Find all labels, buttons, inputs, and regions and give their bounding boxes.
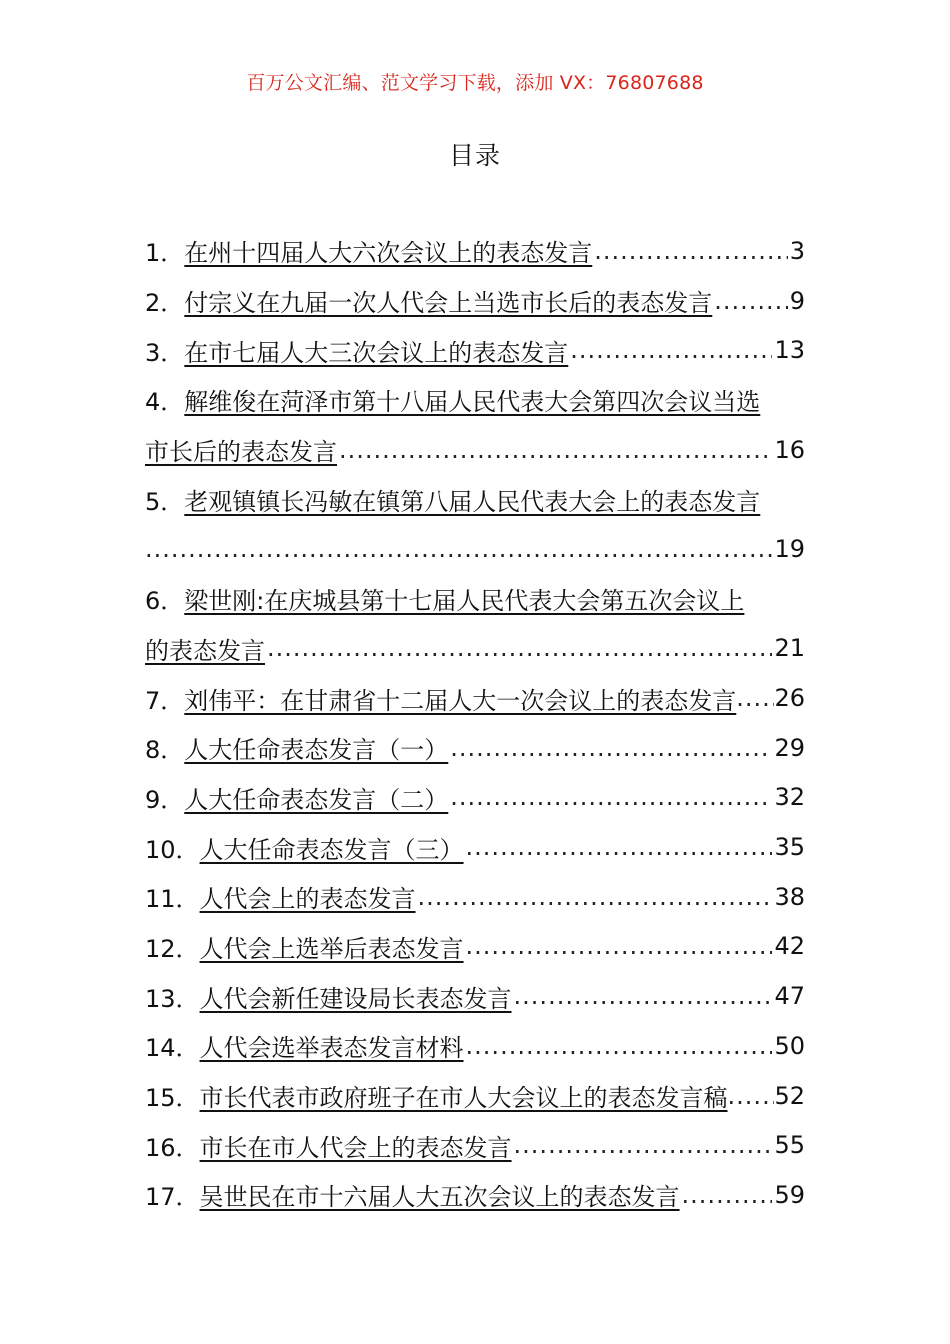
toc-leader [466,833,773,861]
toc-leader [267,634,772,662]
toc-number: 7． [145,686,185,715]
toc-title[interactable]: 市长代表市政府班子在市人大会议上的表态发言稿 [199,1084,728,1113]
toc-page: 29 [774,733,805,762]
toc-title-continued[interactable]: 的表态发言 [145,636,265,665]
toc-page: 55 [774,1131,805,1160]
toc-number: 10． [145,835,200,864]
toc-title[interactable]: 吴世民在市十六届人大五次会议上的表态发言 [199,1183,680,1212]
toc-title[interactable]: 梁世刚:在庆城县第十七届人民代表大会第五次会议上 [184,587,745,616]
toc-page: 32 [774,783,805,812]
toc-entry[interactable] [145,574,805,624]
toc-number: 17． [145,1183,200,1212]
toc-entry[interactable] [145,474,805,524]
toc-page: 59 [774,1180,805,1209]
toc-number: 8． [145,736,185,765]
toc-number: 1． [145,239,185,268]
toc-entry[interactable] [145,872,805,922]
toc-number: 2． [145,289,185,318]
toc-leader [682,1181,773,1209]
toc-leader [466,932,773,960]
toc-page: 52 [774,1081,805,1110]
toc-entry-continued[interactable] [145,425,805,475]
page-title: 目录 [448,141,501,170]
toc-number: 12． [145,934,200,963]
toc-leader [714,287,787,315]
toc-entry[interactable] [145,226,805,276]
toc-leader [450,783,772,811]
toc-title[interactable]: 解维俊在菏泽市第十八届人民代表大会第四次会议当选 [184,388,761,417]
toc-entry[interactable] [145,971,805,1021]
toc-leader [339,436,772,464]
toc-entry[interactable] [145,922,805,972]
toc-leader [570,336,772,364]
toc-leader [466,1032,773,1060]
toc-page: 35 [774,833,805,862]
toc-number: 16． [145,1133,200,1162]
toc-title[interactable]: 刘伟平：在甘肃省十二届人大一次会议上的表态发言 [184,686,737,715]
toc-page: 42 [774,932,805,961]
toc-number: 6． [145,587,185,616]
toc-page: 19 [774,534,805,563]
toc-title[interactable]: 付宗义在九届一次人代会上当选市长后的表态发言 [184,289,713,318]
toc-title[interactable]: 老观镇镇长冯敏在镇第八届人民代表大会上的表态发言 [184,487,761,516]
toc-entry[interactable] [145,723,805,773]
toc-page: 38 [774,882,805,911]
toc-page: 47 [774,982,805,1011]
toc-page: 16 [774,435,805,464]
toc-title[interactable]: 在州十四届人大六次会议上的表态发言 [184,239,593,268]
toc-page: 21 [774,634,805,663]
toc-title[interactable]: 人代会上的表态发言 [199,885,416,914]
toc-number: 13． [145,984,200,1013]
toc-leader [594,237,787,265]
toc-entry[interactable] [145,773,805,823]
toc-leader [736,684,774,712]
watermark-header: 百万公文汇编、范文学习下载，添加 VX：76807688 [246,72,704,94]
toc-page: 9 [789,286,805,315]
toc-title[interactable]: 人大任命表态发言（三） [199,835,464,864]
toc-entry[interactable] [145,1120,805,1170]
table-of-contents [145,226,805,1220]
toc-entry[interactable] [145,375,805,425]
toc-entry-continued[interactable] [145,524,805,574]
toc-page: 13 [774,336,805,365]
toc-title[interactable]: 人大任命表态发言（二） [184,785,449,814]
toc-entry[interactable] [145,1170,805,1220]
toc-entry[interactable] [145,325,805,375]
toc-number: 3． [145,338,185,367]
toc-leader [728,1082,775,1110]
toc-title[interactable]: 市长在市人代会上的表态发言 [199,1133,512,1162]
toc-leader [418,883,773,911]
toc-leader [450,734,772,762]
toc-title-continued[interactable]: 市长后的表态发言 [145,438,337,467]
toc-title[interactable]: 人代会新任建设局长表态发言 [199,984,512,1013]
toc-number: 14． [145,1034,200,1063]
toc-number: 5． [145,487,185,516]
toc-entry[interactable] [145,276,805,326]
toc-page: 26 [774,684,805,713]
toc-title[interactable]: 人大任命表态发言（一） [184,736,449,765]
toc-number: 4． [145,388,185,417]
toc-number: 11． [145,885,200,914]
toc-title[interactable]: 在市七届人大三次会议上的表态发言 [184,338,569,367]
toc-number: 9． [145,785,185,814]
toc-number: 15． [145,1084,200,1113]
toc-entry-continued[interactable] [145,624,805,674]
toc-leader [514,1131,773,1159]
toc-entry[interactable] [145,673,805,723]
toc-entry[interactable] [145,822,805,872]
toc-title[interactable]: 人代会上选举后表态发言 [199,934,464,963]
toc-page: 3 [789,236,805,265]
toc-entry[interactable] [145,1021,805,1071]
toc-leader [514,982,773,1010]
toc-leader [145,535,772,563]
toc-page: 50 [774,1031,805,1060]
toc-entry[interactable] [145,1071,805,1121]
toc-title[interactable]: 人代会选举表态发言材料 [199,1034,464,1063]
